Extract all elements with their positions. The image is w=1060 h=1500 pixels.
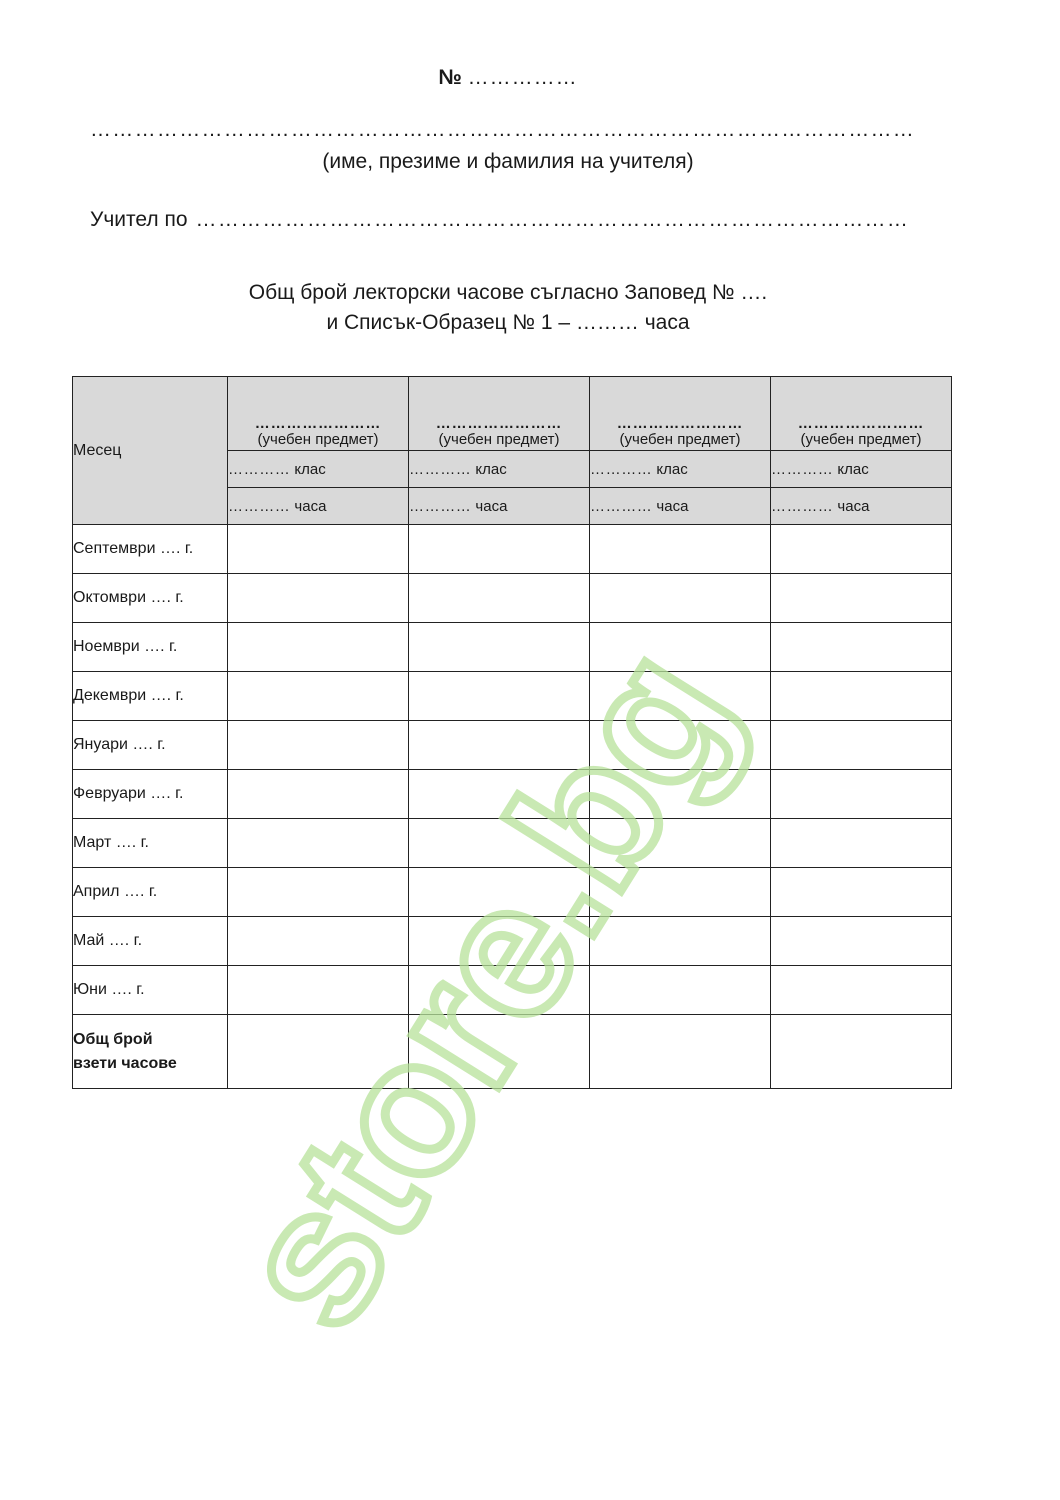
subject-dots[interactable]: ……………………: [254, 415, 382, 432]
hours-cell[interactable]: [771, 868, 952, 917]
subject-label: (учебен предмет): [800, 431, 922, 448]
total-hours-label: [73, 1015, 228, 1089]
month-cell-december: Декември …. г.: [73, 672, 228, 721]
hours-label: часа: [837, 497, 870, 515]
subject-header-cell[interactable]: [590, 377, 771, 451]
hours-cell[interactable]: [771, 623, 952, 672]
hours-cell[interactable]: [409, 770, 590, 819]
table-row: [73, 525, 952, 574]
month-column-header: Месец: [73, 377, 228, 525]
hours-cell[interactable]: [590, 672, 771, 721]
subject-label: (учебен предмет): [438, 431, 560, 448]
hours-cell[interactable]: [590, 819, 771, 868]
hours-cell[interactable]: [409, 868, 590, 917]
hours-cell[interactable]: [228, 672, 409, 721]
hours-cell[interactable]: [590, 868, 771, 917]
month-cell-september: Септември …. г.: [73, 525, 228, 574]
table-row: [73, 966, 952, 1015]
table-row: [73, 623, 952, 672]
hours-cell[interactable]: [771, 574, 952, 623]
month-cell-march: Март …. г.: [73, 819, 228, 868]
class-label: клас: [294, 460, 326, 478]
subject-dots[interactable]: ……………………: [435, 415, 563, 432]
hours-cell[interactable]: [228, 966, 409, 1015]
hours-cell[interactable]: [409, 672, 590, 721]
total-label-line1: Общ брой: [73, 1030, 153, 1048]
subject-header-cell[interactable]: [228, 377, 409, 451]
hours-header-cell[interactable]: [409, 488, 590, 525]
hours-dots[interactable]: …………: [590, 497, 653, 515]
subject-dots[interactable]: ……………………: [797, 415, 925, 432]
class-header-cell[interactable]: [590, 451, 771, 488]
subject-dots[interactable]: ……………………: [616, 415, 744, 432]
table-row: [73, 819, 952, 868]
class-dots[interactable]: …………: [771, 460, 834, 478]
hours-dots[interactable]: …………: [771, 497, 834, 515]
class-label: клас: [656, 460, 688, 478]
total-hours-cell[interactable]: [590, 1015, 771, 1089]
hours-cell[interactable]: [409, 819, 590, 868]
hours-cell[interactable]: [771, 917, 952, 966]
class-dots[interactable]: …………: [590, 460, 653, 478]
hours-cell[interactable]: [771, 672, 952, 721]
table-row: [73, 574, 952, 623]
hours-cell[interactable]: [409, 574, 590, 623]
hours-cell[interactable]: [590, 623, 771, 672]
hours-cell[interactable]: [590, 721, 771, 770]
hours-cell[interactable]: [228, 623, 409, 672]
hours-cell[interactable]: [228, 819, 409, 868]
hours-cell[interactable]: [409, 966, 590, 1015]
month-cell-january: Януари …. г.: [73, 721, 228, 770]
hours-cell[interactable]: [409, 721, 590, 770]
table-row: [73, 917, 952, 966]
hours-cell[interactable]: [590, 574, 771, 623]
month-cell-june: Юни …. г.: [73, 966, 228, 1015]
class-label: клас: [837, 460, 869, 478]
hours-header-cell[interactable]: [228, 488, 409, 525]
class-header-cell[interactable]: [771, 451, 952, 488]
hours-label: часа: [475, 497, 508, 515]
hours-header-cell[interactable]: [590, 488, 771, 525]
hours-cell[interactable]: [228, 917, 409, 966]
hours-cell[interactable]: [228, 721, 409, 770]
class-label: клас: [475, 460, 507, 478]
table-row: [73, 868, 952, 917]
hours-cell[interactable]: [228, 770, 409, 819]
subject-header-row: [73, 377, 952, 451]
class-header-cell[interactable]: [228, 451, 409, 488]
class-dots[interactable]: …………: [409, 460, 472, 478]
hours-cell[interactable]: [771, 721, 952, 770]
hours-cell[interactable]: [590, 917, 771, 966]
hours-cell[interactable]: [590, 966, 771, 1015]
hours-cell[interactable]: [590, 770, 771, 819]
total-hours-list-line: и Списък-Образец № 1 – ……… часа: [326, 311, 690, 334]
hours-label: часа: [294, 497, 327, 515]
month-cell-october: Октомври …. г.: [73, 574, 228, 623]
teacher-subject-label: Учител по: [90, 208, 188, 231]
table-row: [73, 672, 952, 721]
subject-label: (учебен предмет): [257, 431, 379, 448]
hours-cell[interactable]: [409, 623, 590, 672]
total-label-line2: взети часове: [73, 1054, 177, 1072]
hours-label: часа: [656, 497, 689, 515]
hours-cell[interactable]: [409, 525, 590, 574]
hours-cell[interactable]: [771, 966, 952, 1015]
total-hours-cell[interactable]: [228, 1015, 409, 1089]
table-row: [73, 770, 952, 819]
total-hours-order-line: Общ брой лекторски часове съгласно Заповед № ….: [248, 281, 768, 304]
teacher-subject-field[interactable]: ……………………………………………………………………………………: [195, 208, 910, 231]
document-number: [0, 66, 1016, 90]
subject-header-cell[interactable]: [409, 377, 590, 451]
hours-cell[interactable]: [771, 525, 952, 574]
hours-header-cell[interactable]: [771, 488, 952, 525]
total-hours-cell[interactable]: [771, 1015, 952, 1089]
subject-label: (учебен предмет): [619, 431, 741, 448]
hours-register-table: [72, 376, 952, 1089]
month-cell-november: Ноември …. г.: [73, 623, 228, 672]
hours-cell[interactable]: [590, 525, 771, 574]
month-cell-february: Февруари …. г.: [73, 770, 228, 819]
month-cell-april: Април …. г.: [73, 868, 228, 917]
hours-cell[interactable]: [228, 868, 409, 917]
hours-cell[interactable]: [771, 819, 952, 868]
number-label: №: [438, 66, 462, 89]
hours-cell[interactable]: [228, 525, 409, 574]
teacher-subject-line: [90, 208, 940, 232]
watermark-text: store.bg: [194, 613, 772, 1362]
teacher-name-field[interactable]: …………………………………………………………………………………………………: [90, 118, 916, 141]
number-field[interactable]: ……………: [467, 66, 578, 89]
hours-cell[interactable]: [771, 770, 952, 819]
teacher-name-caption: (име, презиме и фамилия на учителя): [322, 150, 694, 173]
hours-dots[interactable]: …………: [228, 497, 291, 515]
total-row: [73, 1015, 952, 1089]
month-cell-may: Май …. г.: [73, 917, 228, 966]
total-hours-cell[interactable]: [409, 1015, 590, 1089]
hours-dots[interactable]: …………: [409, 497, 472, 515]
hours-cell[interactable]: [228, 574, 409, 623]
hours-cell[interactable]: [409, 917, 590, 966]
table-row: [73, 721, 952, 770]
subject-header-cell[interactable]: [771, 377, 952, 451]
class-dots[interactable]: …………: [228, 460, 291, 478]
class-header-cell[interactable]: [409, 451, 590, 488]
